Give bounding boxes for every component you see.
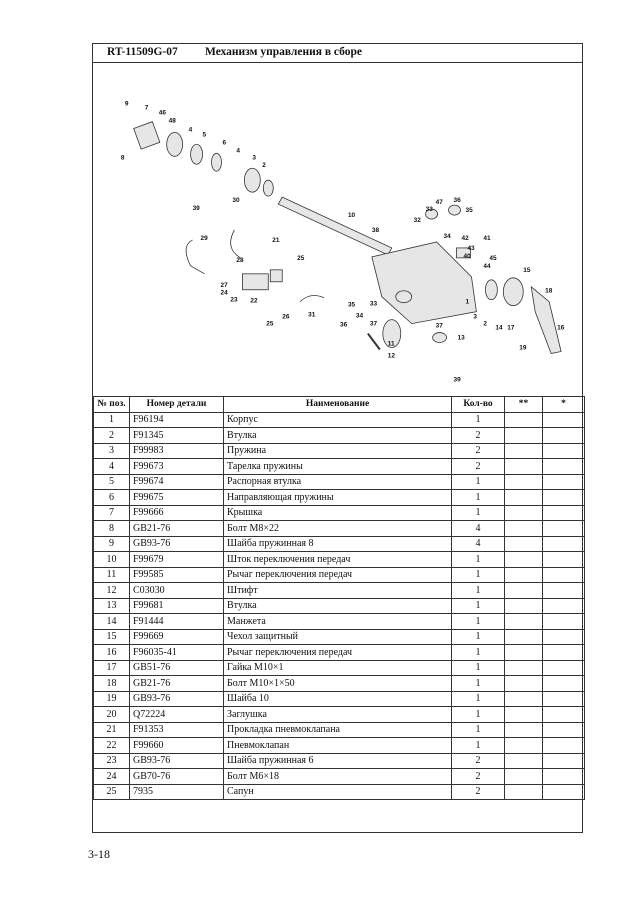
bushing-part bbox=[485, 280, 497, 300]
cell-part-number: GB21-76 bbox=[130, 521, 224, 537]
svg-text:36: 36 bbox=[453, 197, 461, 205]
cell-position: 5 bbox=[94, 474, 130, 490]
cell-double-star bbox=[505, 443, 543, 459]
table-row bbox=[94, 769, 585, 785]
cell-name: Заглушка bbox=[224, 707, 452, 723]
svg-text:18: 18 bbox=[545, 287, 553, 295]
cell-star bbox=[543, 490, 585, 506]
cell-position: 2 bbox=[94, 428, 130, 444]
col-header-position: № поз. bbox=[94, 397, 130, 413]
svg-text:47: 47 bbox=[435, 199, 443, 207]
cell-position: 8 bbox=[94, 521, 130, 537]
svg-text:41: 41 bbox=[483, 234, 491, 242]
cell-name: Шайба пружинная 6 bbox=[224, 753, 452, 769]
cell-double-star bbox=[505, 769, 543, 785]
table-row bbox=[94, 707, 585, 723]
svg-text:40: 40 bbox=[463, 252, 471, 260]
svg-text:42: 42 bbox=[461, 234, 469, 242]
cell-star bbox=[543, 474, 585, 490]
housing-port-part bbox=[396, 291, 412, 303]
svg-text:43: 43 bbox=[467, 244, 475, 252]
cell-position: 7 bbox=[94, 505, 130, 521]
cell-name: Пружина bbox=[224, 443, 452, 459]
svg-text:36: 36 bbox=[339, 321, 348, 329]
cell-quantity: 2 bbox=[452, 769, 505, 785]
cell-star bbox=[543, 645, 585, 661]
parts-table bbox=[93, 396, 585, 800]
svg-text:28: 28 bbox=[236, 256, 244, 264]
cell-name: Втулка bbox=[224, 598, 452, 614]
cell-name: Рычаг переключения передач bbox=[224, 645, 452, 661]
cell-star bbox=[543, 722, 585, 738]
cell-position: 23 bbox=[94, 753, 130, 769]
cell-name: Направляющая пружины bbox=[224, 490, 452, 506]
cell-star bbox=[543, 459, 585, 475]
table-row bbox=[94, 583, 585, 599]
svg-text:37: 37 bbox=[435, 322, 443, 330]
cell-star bbox=[543, 443, 585, 459]
spring-seat-part-2 bbox=[263, 180, 273, 196]
cell-position: 22 bbox=[94, 738, 130, 754]
svg-text:26: 26 bbox=[282, 313, 290, 321]
svg-text:6: 6 bbox=[222, 139, 227, 147]
col-header-quantity: Кол-во bbox=[452, 397, 505, 413]
cell-double-star bbox=[505, 583, 543, 599]
pin-part bbox=[368, 334, 380, 350]
col-header-double-star: ** bbox=[505, 397, 543, 413]
table-row bbox=[94, 691, 585, 707]
cell-double-star bbox=[505, 614, 543, 630]
svg-text:29: 29 bbox=[200, 234, 208, 242]
cell-star bbox=[543, 505, 585, 521]
assembly-code: RT-11509G-07 bbox=[107, 46, 178, 58]
protective-boot-part bbox=[503, 278, 523, 306]
svg-text:19: 19 bbox=[519, 344, 527, 352]
cell-double-star bbox=[505, 722, 543, 738]
callout-labels bbox=[121, 101, 565, 384]
svg-text:33: 33 bbox=[369, 300, 378, 308]
spring-seat-part bbox=[191, 144, 203, 164]
shift-lever-part bbox=[531, 287, 561, 354]
svg-text:1: 1 bbox=[465, 298, 470, 306]
cell-name: Шайба пружинная 8 bbox=[224, 536, 452, 552]
cell-part-number: 7935 bbox=[130, 784, 224, 800]
bushing-part-2 bbox=[433, 333, 447, 343]
cell-star bbox=[543, 552, 585, 568]
cell-quantity: 2 bbox=[452, 443, 505, 459]
cell-part-number: F99679 bbox=[130, 552, 224, 568]
table-row bbox=[94, 521, 585, 537]
svg-text:2: 2 bbox=[262, 162, 266, 170]
cover-plate-part bbox=[134, 122, 160, 149]
cell-double-star bbox=[505, 428, 543, 444]
svg-text:35: 35 bbox=[465, 207, 473, 215]
cell-double-star bbox=[505, 629, 543, 645]
spacer-sleeve-part bbox=[212, 153, 222, 171]
cell-star bbox=[543, 784, 585, 800]
cell-double-star bbox=[505, 707, 543, 723]
cell-quantity: 4 bbox=[452, 536, 505, 552]
cell-position: 10 bbox=[94, 552, 130, 568]
table-row bbox=[94, 567, 585, 583]
cell-double-star bbox=[505, 676, 543, 692]
cell-quantity: 1 bbox=[452, 738, 505, 754]
cell-position: 16 bbox=[94, 645, 130, 661]
cell-position: 24 bbox=[94, 769, 130, 785]
table-row bbox=[94, 443, 585, 459]
cell-name: Манжета bbox=[224, 614, 452, 630]
table-row bbox=[94, 645, 585, 661]
cell-star bbox=[543, 660, 585, 676]
pneumatic-valve-part bbox=[242, 274, 268, 290]
cell-double-star bbox=[505, 474, 543, 490]
table-header-row bbox=[94, 397, 585, 413]
col-header-name: Наименование bbox=[224, 397, 452, 413]
cell-quantity: 1 bbox=[452, 676, 505, 692]
cell-name: Крышка bbox=[224, 505, 452, 521]
table-row bbox=[94, 784, 585, 800]
svg-text:21: 21 bbox=[272, 236, 280, 244]
svg-text:30: 30 bbox=[232, 197, 240, 205]
cell-part-number: C03030 bbox=[130, 583, 224, 599]
cell-star bbox=[543, 738, 585, 754]
cell-star bbox=[543, 676, 585, 692]
table-row bbox=[94, 738, 585, 754]
cell-position: 14 bbox=[94, 614, 130, 630]
cell-part-number: F99666 bbox=[130, 505, 224, 521]
cell-position: 20 bbox=[94, 707, 130, 723]
spring-part bbox=[167, 132, 183, 156]
cell-part-number: GB51-76 bbox=[130, 660, 224, 676]
svg-text:17: 17 bbox=[507, 324, 515, 332]
svg-text:38: 38 bbox=[371, 226, 380, 234]
svg-text:10: 10 bbox=[347, 212, 356, 220]
cell-position: 18 bbox=[94, 676, 130, 692]
cell-part-number: F99983 bbox=[130, 443, 224, 459]
cell-name: Втулка bbox=[224, 428, 452, 444]
cell-double-star bbox=[505, 567, 543, 583]
cell-star bbox=[543, 691, 585, 707]
svg-text:44: 44 bbox=[483, 262, 491, 270]
cell-name: Шайба 10 bbox=[224, 691, 452, 707]
cell-position: 1 bbox=[94, 412, 130, 428]
svg-text:25: 25 bbox=[266, 320, 274, 328]
cell-position: 12 bbox=[94, 583, 130, 599]
svg-text:22: 22 bbox=[250, 297, 258, 305]
svg-text:34: 34 bbox=[443, 232, 451, 240]
cell-star bbox=[543, 567, 585, 583]
cell-name: Тарелка пружины bbox=[224, 459, 452, 475]
cell-part-number: F96194 bbox=[130, 412, 224, 428]
cell-quantity: 1 bbox=[452, 583, 505, 599]
svg-text:12: 12 bbox=[387, 352, 395, 360]
table-row bbox=[94, 505, 585, 521]
col-header-star: * bbox=[543, 397, 585, 413]
svg-text:13: 13 bbox=[457, 334, 465, 342]
cell-position: 21 bbox=[94, 722, 130, 738]
cell-double-star bbox=[505, 505, 543, 521]
table-row bbox=[94, 474, 585, 490]
cell-name: Штифт bbox=[224, 583, 452, 599]
table-row bbox=[94, 598, 585, 614]
cell-name: Болт М6×18 bbox=[224, 769, 452, 785]
exploded-view-svg bbox=[93, 62, 582, 396]
cell-part-number: F91345 bbox=[130, 428, 224, 444]
cell-name: Гайка М10×1 bbox=[224, 660, 452, 676]
cell-quantity: 1 bbox=[452, 567, 505, 583]
table-row bbox=[94, 459, 585, 475]
cell-position: 4 bbox=[94, 459, 130, 475]
cell-position: 25 bbox=[94, 784, 130, 800]
cell-star bbox=[543, 583, 585, 599]
cell-double-star bbox=[505, 490, 543, 506]
cell-double-star bbox=[505, 753, 543, 769]
cell-name: Чехол защитный bbox=[224, 629, 452, 645]
cell-quantity: 1 bbox=[452, 614, 505, 630]
cell-name: Болт М8×22 bbox=[224, 521, 452, 537]
cell-part-number: F99673 bbox=[130, 459, 224, 475]
svg-text:3: 3 bbox=[252, 154, 256, 162]
valve-gasket-part bbox=[270, 270, 282, 282]
svg-text:46: 46 bbox=[158, 109, 166, 117]
svg-text:23: 23 bbox=[230, 296, 238, 304]
cell-quantity: 1 bbox=[452, 490, 505, 506]
cell-double-star bbox=[505, 645, 543, 661]
cell-name: Болт М10×1×50 bbox=[224, 676, 452, 692]
cell-position: 9 bbox=[94, 536, 130, 552]
cell-star bbox=[543, 521, 585, 537]
cell-double-star bbox=[505, 521, 543, 537]
parts-table-body bbox=[94, 412, 585, 800]
cell-part-number: GB70-76 bbox=[130, 769, 224, 785]
cell-name: Прокладка пневмоклапана bbox=[224, 722, 452, 738]
cell-part-number: F91353 bbox=[130, 722, 224, 738]
hose-part-2 bbox=[231, 230, 241, 258]
cell-position: 6 bbox=[94, 490, 130, 506]
table-row bbox=[94, 490, 585, 506]
cell-quantity: 4 bbox=[452, 521, 505, 537]
col-header-part-number: Номер детали bbox=[130, 397, 224, 413]
cell-star bbox=[543, 428, 585, 444]
svg-text:25: 25 bbox=[297, 254, 305, 262]
cell-quantity: 1 bbox=[452, 660, 505, 676]
svg-text:37: 37 bbox=[369, 320, 378, 328]
cell-double-star bbox=[505, 459, 543, 475]
page-number: 3-18 bbox=[88, 847, 110, 861]
cell-star bbox=[543, 753, 585, 769]
exploded-view-drawing bbox=[93, 62, 582, 396]
table-row bbox=[94, 428, 585, 444]
svg-text:32: 32 bbox=[413, 217, 421, 225]
table-row bbox=[94, 536, 585, 552]
table-row bbox=[94, 660, 585, 676]
svg-text:14: 14 bbox=[495, 324, 503, 332]
cell-name: Распорная втулка bbox=[224, 474, 452, 490]
cell-position: 15 bbox=[94, 629, 130, 645]
cell-part-number: GB21-76 bbox=[130, 676, 224, 692]
svg-text:45: 45 bbox=[489, 254, 497, 262]
cell-part-number: F91444 bbox=[130, 614, 224, 630]
cell-position: 3 bbox=[94, 443, 130, 459]
cell-star bbox=[543, 707, 585, 723]
document-header bbox=[93, 44, 582, 63]
cell-double-star bbox=[505, 412, 543, 428]
hose-part bbox=[186, 240, 204, 274]
svg-text:35: 35 bbox=[347, 301, 356, 309]
table-row bbox=[94, 552, 585, 568]
cell-quantity: 1 bbox=[452, 505, 505, 521]
cell-star bbox=[543, 614, 585, 630]
cell-name: Корпус bbox=[224, 412, 452, 428]
svg-text:16: 16 bbox=[557, 324, 565, 332]
cell-quantity: 2 bbox=[452, 753, 505, 769]
cell-quantity: 1 bbox=[452, 629, 505, 645]
cell-part-number: F99675 bbox=[130, 490, 224, 506]
cell-name: Рычаг переключения передач bbox=[224, 567, 452, 583]
assembly-title: Механизм управления в сборе bbox=[205, 46, 363, 58]
cell-part-number: F99585 bbox=[130, 567, 224, 583]
svg-text:39: 39 bbox=[453, 376, 461, 384]
cell-quantity: 1 bbox=[452, 707, 505, 723]
svg-text:4: 4 bbox=[236, 147, 241, 155]
bracket-part bbox=[300, 295, 324, 301]
svg-text:2: 2 bbox=[483, 320, 488, 328]
svg-text:39: 39 bbox=[192, 205, 200, 213]
cell-position: 19 bbox=[94, 691, 130, 707]
cell-quantity: 2 bbox=[452, 428, 505, 444]
svg-text:8: 8 bbox=[120, 154, 125, 162]
cell-quantity: 2 bbox=[452, 459, 505, 475]
cell-position: 11 bbox=[94, 567, 130, 583]
table-row bbox=[94, 614, 585, 630]
svg-text:15: 15 bbox=[523, 266, 531, 274]
cell-star bbox=[543, 412, 585, 428]
cell-position: 13 bbox=[94, 598, 130, 614]
svg-text:24: 24 bbox=[220, 289, 228, 297]
cell-quantity: 1 bbox=[452, 645, 505, 661]
cell-name: Пневмоклапан bbox=[224, 738, 452, 754]
cell-double-star bbox=[505, 738, 543, 754]
cell-quantity: 1 bbox=[452, 474, 505, 490]
table-row bbox=[94, 412, 585, 428]
svg-text:48: 48 bbox=[168, 117, 176, 125]
svg-text:4: 4 bbox=[188, 126, 193, 134]
svg-text:33: 33 bbox=[425, 206, 433, 214]
cell-star bbox=[543, 629, 585, 645]
cell-part-number: Q72224 bbox=[130, 707, 224, 723]
cell-name: Сапун bbox=[224, 784, 452, 800]
cell-star bbox=[543, 536, 585, 552]
cell-quantity: 1 bbox=[452, 552, 505, 568]
cell-name: Шток переключения передач bbox=[224, 552, 452, 568]
cell-quantity: 1 bbox=[452, 722, 505, 738]
cell-quantity: 1 bbox=[452, 691, 505, 707]
detent-part-2 bbox=[449, 205, 461, 215]
svg-text:11: 11 bbox=[387, 340, 395, 348]
cell-part-number: GB93-76 bbox=[130, 691, 224, 707]
cell-part-number: F99660 bbox=[130, 738, 224, 754]
cell-position: 17 bbox=[94, 660, 130, 676]
table-row bbox=[94, 722, 585, 738]
cell-part-number: F99674 bbox=[130, 474, 224, 490]
spring-part-2 bbox=[244, 168, 260, 192]
cell-quantity: 1 bbox=[452, 412, 505, 428]
cell-part-number: F99669 bbox=[130, 629, 224, 645]
svg-text:9: 9 bbox=[124, 100, 129, 108]
svg-text:27: 27 bbox=[220, 281, 228, 289]
cell-part-number: F96035-41 bbox=[130, 645, 224, 661]
table-row bbox=[94, 753, 585, 769]
cell-quantity: 2 bbox=[452, 784, 505, 800]
svg-text:7: 7 bbox=[144, 104, 149, 112]
cell-part-number: F99681 bbox=[130, 598, 224, 614]
cell-star bbox=[543, 598, 585, 614]
cell-star bbox=[543, 769, 585, 785]
cell-quantity: 1 bbox=[452, 598, 505, 614]
table-row bbox=[94, 676, 585, 692]
cell-double-star bbox=[505, 552, 543, 568]
cell-double-star bbox=[505, 784, 543, 800]
svg-text:5: 5 bbox=[202, 131, 207, 139]
cell-part-number: GB93-76 bbox=[130, 753, 224, 769]
table-row bbox=[94, 629, 585, 645]
document-frame bbox=[92, 43, 583, 833]
cell-part-number: GB93-76 bbox=[130, 536, 224, 552]
cell-double-star bbox=[505, 598, 543, 614]
cell-double-star bbox=[505, 660, 543, 676]
cell-double-star bbox=[505, 536, 543, 552]
svg-text:34: 34 bbox=[355, 312, 364, 320]
svg-text:3: 3 bbox=[473, 313, 478, 321]
svg-text:31: 31 bbox=[308, 311, 316, 319]
cell-double-star bbox=[505, 691, 543, 707]
